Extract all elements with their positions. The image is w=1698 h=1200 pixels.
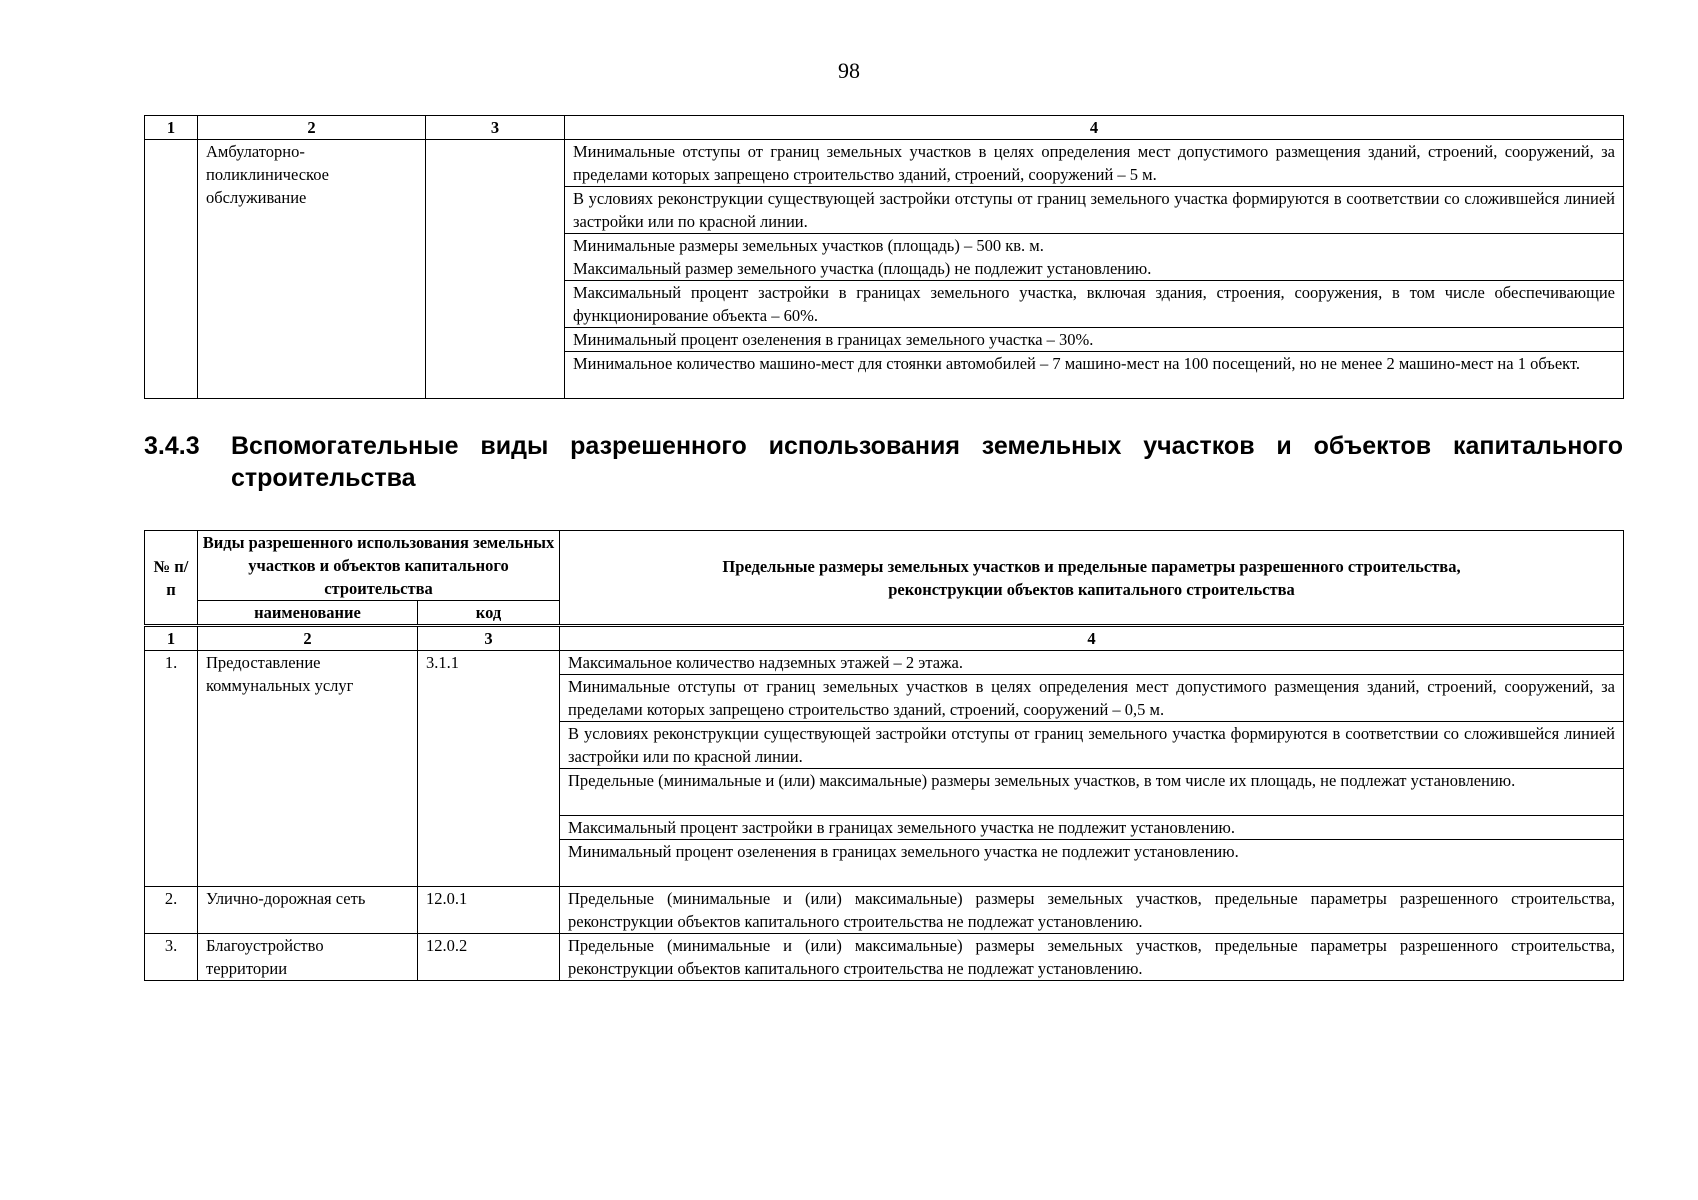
parameter-cell: В условиях реконструкции существующей застройки отступы от границ земельного участка формируются в соответствии со сложившейся линией застройки или по красной линии.: [560, 722, 1624, 769]
row-number: 2.: [145, 887, 198, 934]
parameter-cell: Предельные (минимальные и (или) максимальные) размеры земельных участков, предельные параметры разрешенного строительства, реконструкции объектов капитального строительства не подлежат установлению.: [560, 934, 1624, 981]
column-number-row: [145, 626, 1624, 651]
section-heading: [144, 430, 1623, 494]
use-type-code: 12.0.1: [418, 887, 560, 934]
use-type-name: Благоустройство территории: [198, 934, 418, 981]
use-type-code: 3.1.1: [418, 651, 560, 887]
parameter-cell: Минимальные отступы от границ земельных участков в целях определения мест допустимого размещения зданий, строений, сооружений, за пределами которых запрещено строительство зданий, строений, сооружений – 5 м.: [565, 140, 1624, 187]
use-type-code: [426, 140, 565, 399]
parameter-cell: Минимальное количество машино-мест для стоянки автомобилей – 7 машино-мест на 100 посещений, но не менее 2 машино-мест на 1 объект.: [565, 352, 1624, 399]
use-type-name: Амбулаторно-поликлиническое обслуживание: [198, 140, 426, 399]
row-number-cell: [145, 140, 198, 399]
auxiliary-uses-table: [144, 530, 1624, 981]
table-row: [145, 934, 1624, 981]
header-number: № п/п: [145, 531, 198, 626]
parameter-cell: Максимальное количество надземных этажей – 2 этажа.: [560, 651, 1624, 675]
parameter-cell: Минимальный процент озеленения в границах земельного участка не подлежит установлению.: [560, 840, 1624, 887]
table-row: [145, 140, 1624, 187]
column-number: 3: [418, 626, 560, 651]
column-number: 4: [560, 626, 1624, 651]
column-number: 1: [145, 116, 198, 140]
parameter-cell: Максимальный процент застройки в границах земельного участка не подлежит установлению.: [560, 816, 1624, 840]
header-code: код: [418, 601, 560, 626]
parameter-cell: Минимальные отступы от границ земельных участков в целях определения мест допустимого размещения зданий, строений, сооружений, за пределами которых запрещено строительство зданий, строений, сооружений – 0,5 м.: [560, 675, 1624, 722]
column-number: 2: [198, 116, 426, 140]
continuation-table: [144, 115, 1624, 399]
parameter-cell: Максимальный процент застройки в границах земельного участка, включая здания, строения, сооружения, в том числе обеспечивающие функционирование объекта – 60%.: [565, 281, 1624, 328]
table-row: [145, 887, 1624, 934]
row-number: 1.: [145, 651, 198, 887]
column-number: 1: [145, 626, 198, 651]
use-type-name: Предоставление коммунальных услуг: [198, 651, 418, 887]
table-row: [145, 651, 1624, 675]
column-number: 4: [565, 116, 1624, 140]
parameter-cell: Предельные (минимальные и (или) максимальные) размеры земельных участков, в том числе их площадь, не подлежат установлению.: [560, 769, 1624, 816]
section-number: 3.4.3: [144, 432, 200, 460]
header-row: [145, 531, 1624, 601]
column-number: 2: [198, 626, 418, 651]
parameter-cell: Минимальный процент озеленения в границах земельного участка – 30%.: [565, 328, 1624, 352]
header-use-types: Виды разрешенного использования земельных участков и объектов капитального строительства: [198, 531, 560, 601]
section-title: Вспомогательные виды разрешенного использования земельных участков и объектов капитального строительства: [231, 432, 1623, 492]
row-number: 3.: [145, 934, 198, 981]
page-number: 98: [838, 58, 860, 83]
column-number-row: [145, 116, 1624, 140]
parameter-cell: В условиях реконструкции существующей застройки отступы от границ земельного участка формируются в соответствии со сложившейся линией застройки или по красной линии.: [565, 187, 1624, 234]
parameter-cell: Предельные (минимальные и (или) максимальные) размеры земельных участков, предельные параметры разрешенного строительства, реконструкции объектов капитального строительства не подлежат установлению.: [560, 887, 1624, 934]
use-type-code: 12.0.2: [418, 934, 560, 981]
column-number: 3: [426, 116, 565, 140]
header-name: наименование: [198, 601, 418, 626]
parameter-cell: Минимальные размеры земельных участков (площадь) – 500 кв. м. Максимальный размер земельного участка (площадь) не подлежит установлению.: [565, 234, 1624, 281]
use-type-name: Улично-дорожная сеть: [198, 887, 418, 934]
header-parameters: Предельные размеры земельных участков и предельные параметры разрешенного строительства, реконструкции объектов капитального строительства: [560, 531, 1624, 626]
